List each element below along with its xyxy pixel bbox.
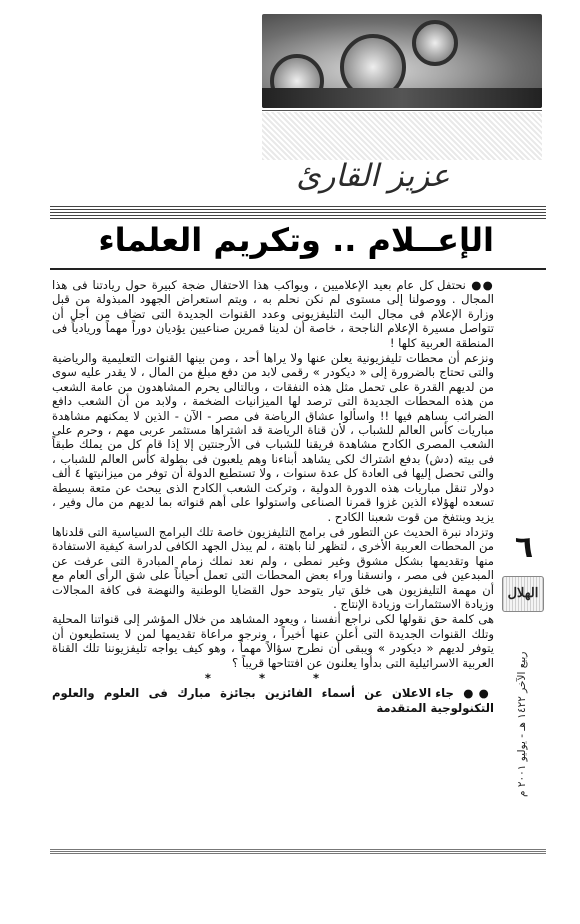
- paragraph: وتزداد نبرة الحديث عن التطور فى برامج التليفزيون خاصة تلك البرامج السياسية التى قلدناها من المحطات العربية الأخرى ، لتظهر لنا باهتة ، لم يبذل الجهد الكافى لدراسة كيفية الاستفادة منها وتقديمها بشكل مشوق وغير نمطى ، ولم نعد نملك زمام المبادرة التى عرفت عن المبدعين فى مصر ، وانسقنا وراء بعض المحطات التى تعمل أحياناً على شق الرأى العام مع أن مهمة التليفزيون هى خلق تيار يتوحد حول القضايا الوطنية والنهضة فى كافة المجالات وزيادة الاستثمارات وزيادة الإنتاج .: [52, 524, 494, 611]
- page-number: ٦: [514, 530, 534, 565]
- article-body: [52, 278, 494, 838]
- issue-date: ربيع الآخر ١٤٢٢ هـ - يوليو ٢٠٠١ م: [516, 651, 528, 797]
- magazine-logo: الهلال: [502, 576, 544, 612]
- photo-wheel: [412, 20, 458, 66]
- paragraph: ونزعم أن محطات تليفزيونية يعلن عنها ولا يراها أحد ، ومن بينها القنوات التعليمية والرياضية والتى تحتاج بالضرورة إلى « ديكودر » رقمى لابد من دفع مبلغ من المال ، لا يقدر عليه سوى من لديهم القدرة على تحمل مثل هذه النفقات ، وبالتالى يحرم المشاهدون من عامة الشعب من هذه المحطات الجديدة التى ترصد لها الميزانيات الضخمة ، ولابد من أن الشعب دافع الضرائب يساهم فيها !! واسألوا عشاق الرياضة فى مصر - الآن - الذين لا يمكنهم مشاهدة مباريات كأس العالم للشباب ، لأن قناة الرياضة قد اشتراها مستثمر عربى مهم ، وحرم على الشعب المصرى الكادح مشاهدة فريقنا للشباب فى الأرجنتين إلا إذا قام كل من يملك طبقاً فى بيته (دش) بدفع اشتراك لكى يشاهد أبناءنا وهم يلعبون فى بطولة كأس العالم للشباب ، والتى تحصل إليها فى العادة كل عدة سنوات ، ولا تستطيع الدولة أن توفر من ميزانيتها ٤ ألف دولار تنقل مباريات هذه الدورة الدولية ، وتركت الشعب الكادح الذى يبحث عن متعة بسيطة تسعده لهؤلاء الذين غزوا قمرنا الصناعى واستولوا على أهم قنواته بما لديهم من مال وفير ، يزيد وينتفخ من قوت شعبنا الكادح .: [52, 351, 494, 524]
- photo-shadow-bar: [262, 88, 542, 108]
- footer-rule: [50, 848, 546, 854]
- section-separator: * * *: [204, 670, 342, 685]
- article-title: الإعــلام .. وتكريم العلماء: [98, 221, 494, 259]
- announcement: ●● جاء الاعلان عن أسماء الفائزين بجائزة مبارك فى العلوم والعلوم التكنولوجية المتقدمة: [52, 686, 494, 715]
- bullet-icon: ●●: [465, 278, 494, 292]
- page-sidebar: [502, 520, 542, 840]
- paragraph: هى كلمة حق نقولها لكى نراجع أنفسنا ، ويعود المشاهد من خلال المؤشر إلى قنواتنا المحلية وتلك القنوات الجديدة التى أعلن عنها أخيراً ، ونرجو مراعاة تقديمها لمن لا يستطيعون أن يتوفر لديهم « ديكودر » ويبقى أن نطرح سؤالاً مهماً ، وهو كيف يواجه تليفزيوننا تلك القناة العربية الاسرائيلية التى بدأوا يعلنون عن افتتاحها قريباً ؟: [52, 612, 494, 670]
- column-author: عزيز القارئ: [296, 158, 450, 194]
- bullet-icon: ●●: [453, 686, 494, 701]
- title-underline: [50, 268, 546, 270]
- header-rule: [262, 110, 542, 111]
- header-photo: [262, 14, 542, 108]
- paragraph: ●● نحتفل كل عام بعيد الإعلاميين ، ويواكب هذا الاحتفال ضجة كبيرة حول ريادتنا فى هذا المجال . ووصولنا إلى مستوى لم نكن نحلم به ، ويتم استعراض الجهود المبذولة من قبل وزارة الإعلام فى مجال البث التليفزيونى وعدد القنوات الجديدة التى تضاف من أجل أن تتواصل مسيرة الإعلام الناجحة ، خاصة أن لدينا قمرين صناعيين يؤديان دوراً مهماً وريادياً فى المنطقة العربية كلها !: [52, 278, 494, 350]
